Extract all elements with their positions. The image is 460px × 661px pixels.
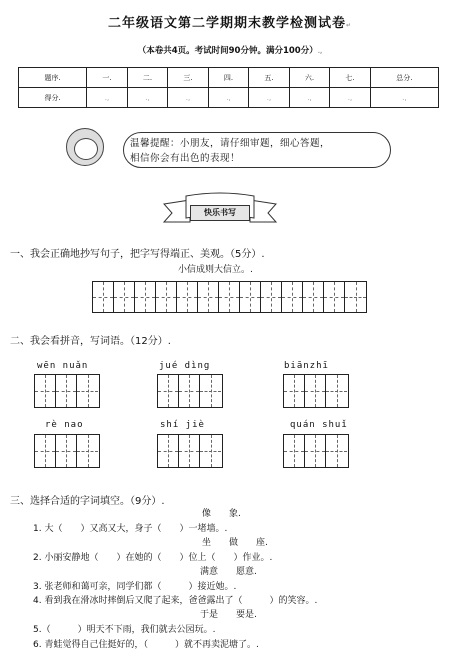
score-cell[interactable]: ., [289,88,330,108]
score-table-score-row [19,88,439,108]
score-row-label: 得分. [19,88,87,108]
word-writing-grid[interactable] [283,374,349,408]
section-2-heading: 二、我会看拼音，写词语。（12分）. [10,336,171,347]
exam-title-text: 二年级语文第二学期期末教学检测试卷 [107,16,346,31]
exam-subtitle-text: （本卷共4页。考试时间90分钟。满分100分） [137,46,318,56]
score-cell[interactable]: ., [330,88,371,108]
tip-line-2: 相信你会有出色的表现！ [130,153,241,164]
tip-text [130,136,384,166]
score-header-cell: 题序. [19,68,87,88]
score-cell[interactable]: ., [87,88,128,108]
score-header-cell: 三. [168,68,209,88]
copy-sentence: 小信成则大信立。. [178,265,253,275]
word-options: 坐 做 座. [202,538,268,548]
score-table-header-row [19,68,439,88]
score-table [18,67,439,108]
word-writing-grid[interactable] [157,374,223,408]
score-header-cell: 七. [330,68,371,88]
score-header-cell: 六. [289,68,330,88]
monkey-face-icon [74,138,98,160]
word-writing-grid[interactable] [157,434,223,468]
section-1-heading: 一、我会正确地抄写句子，把字写得端正、美观。（5分）. [10,249,265,260]
fill-in-line: 4. 看到我在滑冰时摔倒后又爬了起来，爸爸露出了（ ）的笑容。. [33,596,318,606]
score-cell[interactable]: ., [168,88,209,108]
score-header-cell: 四. [208,68,249,88]
fill-in-line: 6. 青蛙觉得自己住挺好的，（ ）就不再卖泥塘了。. [33,640,259,650]
paragraph-mark: ., [317,48,323,55]
score-cell[interactable]: ., [208,88,249,108]
pinyin-label: biānzhī [284,361,329,371]
word-options: 于是 要是. [200,610,257,620]
score-header-cell: 总分. [370,68,438,88]
fill-in-line: 3. 张老师和蔼可亲，同学们都（ ）接近她。. [33,582,237,592]
tip-line-1: 温馨提醒：小朋友，请仔细审题，细心答题， [130,138,331,149]
word-writing-grid[interactable] [283,434,349,468]
pinyin-label: rè nao [45,420,84,430]
word-options: 像 象. [202,509,241,519]
score-header-cell: 一. [87,68,128,88]
score-cell[interactable]: ., [370,88,438,108]
score-header-cell: 五. [249,68,290,88]
banner-label: 快乐书写 [190,205,250,221]
copy-writing-grid[interactable] [92,281,367,313]
exam-subtitle [0,44,460,56]
word-options: 满意 愿意. [200,567,257,577]
score-header-cell: 二. [127,68,168,88]
pinyin-label: wēn nuǎn [37,361,89,371]
paragraph-mark: ↵ [345,22,353,29]
word-writing-grid[interactable] [34,374,100,408]
fill-in-line: 2. 小丽安静地（ ）在她的（ ）位上（ ）作业。. [33,553,273,563]
pinyin-label: shí jiè [160,420,205,430]
section-3-heading: 三、选择合适的字词填空。（9分）. [10,496,165,507]
score-cell[interactable]: ., [127,88,168,108]
word-writing-grid[interactable] [34,434,100,468]
fill-in-line: 5.（ ）明天不下雨，我们就去公园玩。. [33,625,216,635]
pinyin-label: jué dìng [159,361,211,371]
exam-title [0,12,460,31]
fill-in-line: 1. 大（ ）又高又大，身子（ ）一堵墙。. [33,524,228,534]
pinyin-label: quán shuǐ [290,420,348,430]
score-cell[interactable]: ., [249,88,290,108]
